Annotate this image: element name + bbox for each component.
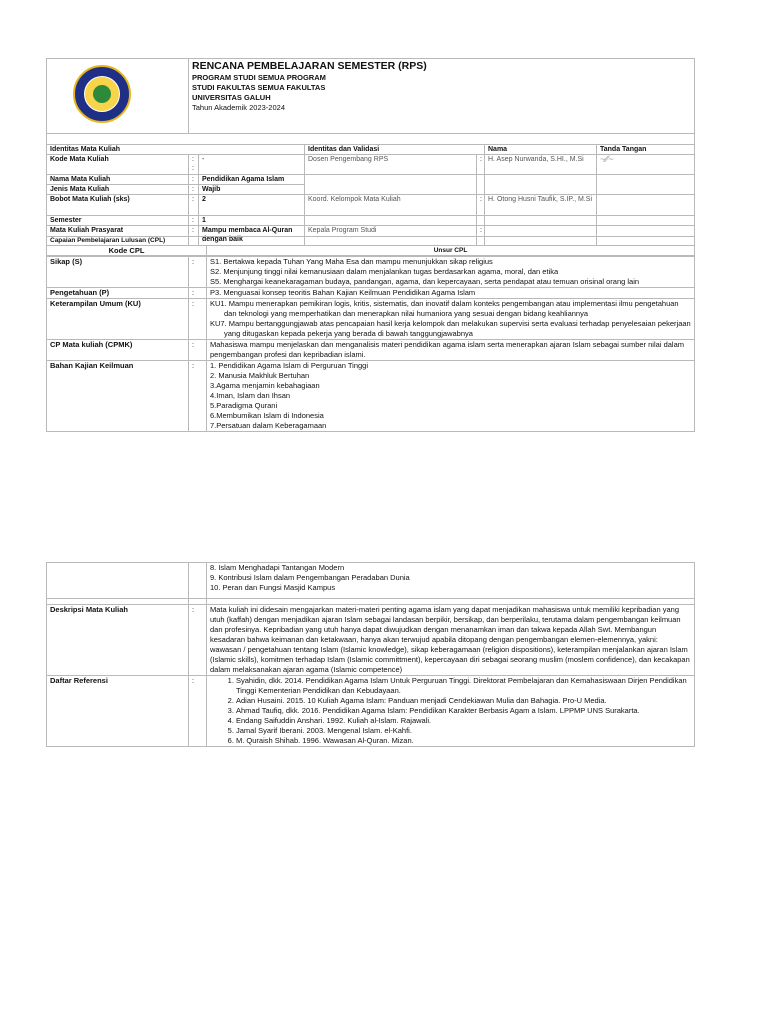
cpl-section-title: Capaian Pembelajaran Lulusan (CPL) <box>47 237 695 246</box>
jenis-mk-value: Wajib <box>199 185 305 195</box>
list-item: 5.Paradigma Qurani <box>210 401 278 410</box>
sks-value: 2 <box>199 195 305 216</box>
ku-list <box>207 299 695 340</box>
colon: : <box>189 257 207 288</box>
logo-cell <box>47 59 189 134</box>
bahan-kajian-list-continued <box>207 563 695 599</box>
bahan-kajian-label: Bahan Kajian Keilmuan <box>47 361 189 432</box>
colon: : <box>477 195 485 216</box>
signature-cell <box>597 155 695 175</box>
row-label: Bobot Mata Kuliah (sks) <box>47 195 189 216</box>
rps-header <box>189 59 695 134</box>
logo-emblem-icon <box>84 76 120 112</box>
reference-item: 6. M. Quraish Shihab. 1996. Wawasan Al-Quran. Mizan. <box>236 736 691 746</box>
colon: : <box>477 155 485 175</box>
list-item: 9. Kontribusi Islam dalam Pengembangan Peradaban Dunia <box>210 573 410 582</box>
name-dosen: H. Asep Nurwanda, S.HI., M.Si <box>485 155 597 175</box>
row-label: Kode Mata Kuliah <box>47 155 189 175</box>
faculty-name: STUDI FAKULTAS SEMUA FAKULTAS <box>192 83 326 92</box>
page-title: RENCANA PEMBELAJARAN SEMESTER (RPS) <box>192 60 427 72</box>
reference-item: 2. Adian Husaini. 2015. 10 Kuliah Agama Islam: Panduan menjadi Cendekiawan Mulia dan Bahagia. Pro-U Media. <box>236 696 691 706</box>
reference-item: 3. Ahmad Taufiq, dkk. 2016. Pendidikan Agama Islam: Pendidikan Karakter Berbasis Agam a Islam. LPPMP UNS Surakarta. <box>236 706 691 716</box>
row-label: Jenis Mata Kuliah <box>47 185 189 195</box>
col-identitas: Identitas Mata Kuliah <box>47 145 305 155</box>
university-name: UNIVERSITAS GALUH <box>192 93 271 102</box>
col-nama: Nama <box>485 145 597 155</box>
sikap-item: S2. Menjunjung tinggi nilai kemanusiaan dalam menjalankan tugas berdasarkan agama, moral, dan etika <box>210 267 559 276</box>
list-item: 2. Manusia Makhluk Bertuhan <box>210 371 310 380</box>
pengetahuan-item: P3. Menguasai konsep teoritis Bahan Kajian Keilmuan Pendidikan Agama Islam <box>207 288 695 299</box>
reference-item: 1. Syahidin, dkk. 2014. Pendidikan Agama Islam Untuk Perguruan Tinggi. Direktorat Pembelajaran dan Kemahasiswaan Dirjen Pendidikan Tinggi Kementerian Pendidikan dan Kebudayaan. <box>236 676 691 696</box>
kode-value: - <box>199 155 305 175</box>
list-item: 1. Pendidikan Agama Islam di Perguruan Tinggi <box>210 361 369 370</box>
colon: : <box>189 216 199 226</box>
nama-mk-value: Pendidikan Agama Islam <box>199 175 305 185</box>
cpmk-text: Mahasiswa mampu menjelaskan dan menganalisis materi pendidikan agama islam serta menerapkan ajaran Islam sebagai sumber nilai dalam pengembangan profesi dan kepribadian islami. <box>207 340 695 361</box>
cpl-table <box>46 236 695 432</box>
prasyarat-value: Mampu membaca Al-Quran dengan baik <box>199 226 305 246</box>
deskripsi-label: Deskripsi Mata Kuliah <box>47 605 189 676</box>
list-item: 4.Iman, Islam dan Ihsan <box>210 391 291 400</box>
reference-item: 4. Endang Saifuddin Anshari. 1992. Kuliah al-Islam. Rajawali. <box>236 716 691 726</box>
referensi-label: Daftar Referensi <box>47 676 189 747</box>
academic-year: Tahun Akademik 2023-2024 <box>192 103 285 112</box>
ku-item: KU1. Mampu menerapkan pemikiran logis, kritis, sistematis, dan inovatif dalam konteks pengembangan atau implementasi ilmu pengetahuan dan teknologi yang memperhatikan dan menerapkan nilai humaniora yang sesuai dengan bidang keahliannya <box>210 299 679 318</box>
pengetahuan-label: Pengetahuan (P) <box>47 288 189 299</box>
sikap-item: S5. Menghargai keanekaragaman budaya, pandangan, agama, dan kepercayaan, serta pendapat atau temuan orisinal orang lain <box>210 277 640 286</box>
sikap-label: Sikap (S) <box>47 257 189 288</box>
unsur-cpl-header: Unsur CPL <box>207 246 695 257</box>
colon: : <box>189 288 207 299</box>
colon: : : <box>189 155 199 175</box>
sikap-item: S1. Bertakwa kepada Tuhan Yang Maha Esa dan mampu menunjukkan sikap religius <box>210 257 493 266</box>
kode-cpl-header: Kode CPL <box>47 246 207 257</box>
role-koordinator: Koord. Kelompok Mata Kuliah <box>305 195 477 216</box>
row-label: Nama Mata Kuliah <box>47 175 189 185</box>
name-koordinator: H. Otong Husni Taufik, S.IP., M.Si <box>485 195 597 216</box>
col-tanda-tangan: Tanda Tangan <box>597 145 695 155</box>
colon: : <box>189 185 199 195</box>
ku-label: Keterampilan Umum (KU) <box>47 299 189 340</box>
colon: : <box>189 605 207 676</box>
col-validasi: Identitas dan Validasi <box>305 145 485 155</box>
cpmk-label: CP Mata kuliah (CPMK) <box>47 340 189 361</box>
list-item: 10. Peran dan Fungsi Masjid Kampus <box>210 583 336 592</box>
colon: : <box>189 676 207 747</box>
semester-value: 1 <box>199 216 305 226</box>
row-label: Mata Kuliah Prasyarat <box>47 226 189 246</box>
list-item: 8. Islam Menghadapi Tantangan Modern <box>210 563 345 572</box>
role-kaprodi: Kepala Program Studi <box>305 226 477 246</box>
colon: : <box>189 195 199 216</box>
list-item: 7.Persatuan dalam Keberagamaan <box>210 421 327 430</box>
reference-item: 5. Jamal Syarif Iberani. 2003. Mengenal Islam. el-Kahfi. <box>236 726 691 736</box>
colon: : <box>189 175 199 185</box>
row-label: Semester <box>47 216 189 226</box>
colon: : <box>189 340 207 361</box>
program-name: PROGRAM STUDI SEMUA PROGRAM <box>192 73 326 82</box>
colon: : <box>189 299 207 340</box>
referensi-list <box>207 676 695 747</box>
rps-page-1-table <box>46 58 695 256</box>
list-item: 3.Agama menjamin kebahagiaan <box>210 381 320 390</box>
rps-page-2-table <box>46 562 695 747</box>
ku-item: KU7. Mampu bertanggungjawab atas pencapaian hasil kerja kelompok dan melakukan supervisi serta evaluasi terhadap penyelesaian pekerjaan yang ditugaskan kepada pekerja yang berada di bawah tanggungjawabnya <box>210 319 691 338</box>
bahan-kajian-list <box>207 361 695 432</box>
role-dosen: Dosen Pengembang RPS <box>305 155 477 175</box>
colon: : <box>189 361 207 432</box>
deskripsi-text: Mata kuliah ini didesain mengajarkan materi-materi penting agama islam yang dapat menjadikan mahasiswa untuk memiliki kepribadian yang utuh (kaffah) dengan menjadikan ajaran Islam sebagai landasan berpikir, bersikap, dan berperilaku, terutama dalam pengembangan keilmuan dan profesinya. Kepribadian yang utuh hanya dapat diwujudkan dengan menanamkan iman dan takwa kepada Allah Swt. Membangun kesadaran bahwa keimanan dan ketakwaan, hanya akan terwujud apabila ditopang dengan pengembangan elemen-elemennya, yakni: wawasan / pengetahuan tentang Islam (Islamic knowledge), sikap keberagamaan (religion dispositions), keterampilan menjalankan ajaran Islam (Islamic skills), komitmen terhadap Islam (Islamic committment), kepercayaan diri sebagai seorang muslim (moslem confidence), dan kecakapan dalam melaksanakan ajaran agama (Islamic competence) <box>207 605 695 676</box>
signature-icon: ~∕⁄~ <box>600 154 614 164</box>
colon: : <box>477 226 485 246</box>
sikap-list <box>207 257 695 288</box>
university-logo <box>73 65 131 123</box>
colon: : <box>189 226 199 246</box>
list-item: 6.Membumikan Islam di Indonesia <box>210 411 324 420</box>
